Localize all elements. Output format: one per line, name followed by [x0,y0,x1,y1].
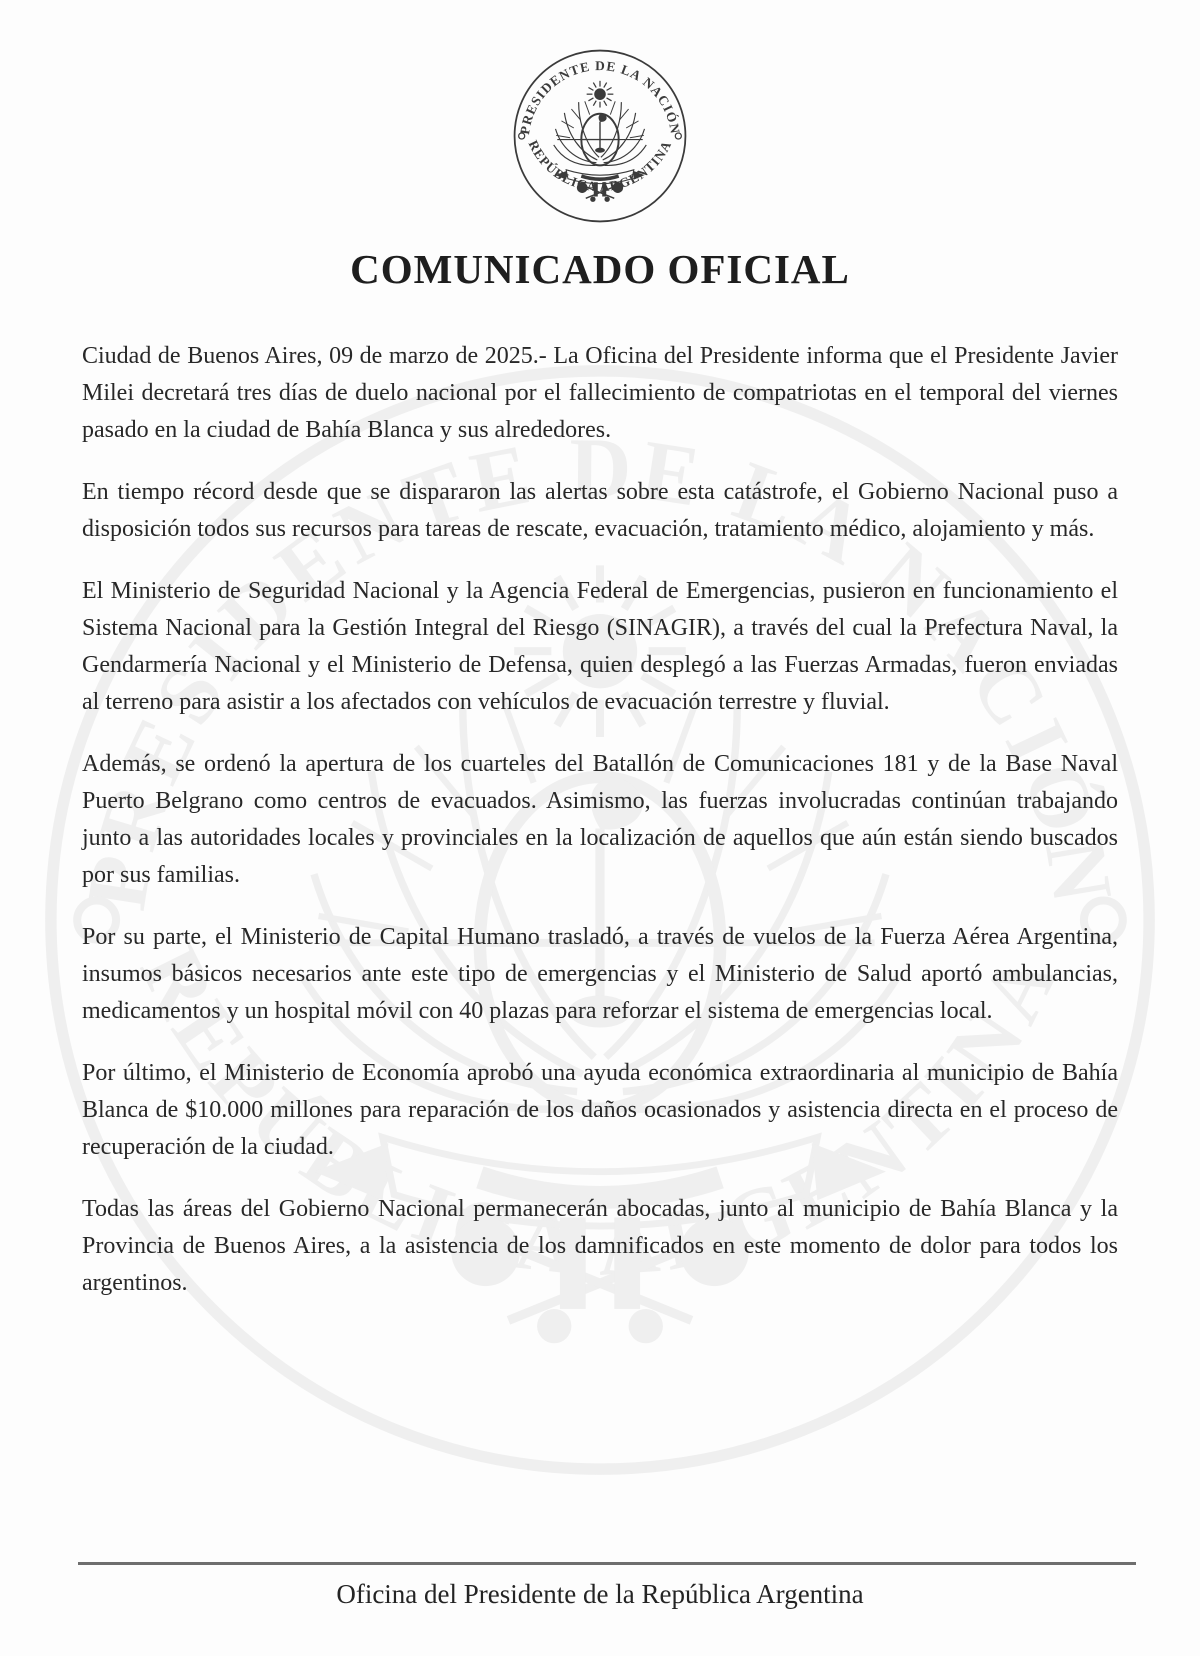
statement-paragraph-4: Además, se ordenó la apertura de los cuarteles del Batallón de Comunicaciones 181 y de la Base Naval Puerto Belgrano como centros de evacuados. Asimismo, las fuerzas involucradas continúan trabajando junto a las autoridades locales y provinciales en la localización de aquellos que aún están siendo buscados por sus familias. [82,751,1118,888]
statement-paragraph-5: Por su parte, el Ministerio de Capital Humano trasladó, a través de vuelos de la Fuerza Aérea Argentina, insumos básicos necesarios ante este tipo de emergencias y el Ministerio de Salud aportó ambulancias, medicamentos y un hospital móvil con 40 plazas para reforzar el sistema de emergencias local. [82,924,1118,1024]
footer-divider [78,1562,1136,1565]
statement-body [82,338,1118,1327]
statement-paragraph-3: El Ministerio de Seguridad Nacional y la Agencia Federal de Emergencias, pusieron en funcionamiento el Sistema Nacional para la Gestión Integral del Riesgo (SINAGIR), a través del cual la Prefectura Naval, la Gendarmería Nacional y el Ministerio de Defensa, quien desplegó a las Fuerzas Armadas, fueron enviadas al terreno para asistir a los afectados con vehículos de evacuación terrestre y fluvial. [82,578,1118,715]
footer-signature: Oficina del Presidente de la República Argentina [336,1579,864,1609]
presidential-seal-icon [511,47,689,225]
statement-paragraph-2: En tiempo récord desde que se dispararon las alertas sobre esta catástrofe, el Gobierno Nacional puso a disposición todos sus recursos para tareas de rescate, evacuación, tratamiento médico, alojamiento y más. [82,479,1118,542]
statement-paragraph-1: Ciudad de Buenos Aires, 09 de marzo de 2025.- La Oficina del Presidente informa que el Presidente Javier Milei decretará tres días de duelo nacional por el fallecimiento de compatriotas en el temporal del viernes pasado en la ciudad de Bahía Blanca y sus alrededores. [82,343,1118,443]
statement-paragraph-7: Todas las áreas del Gobierno Nacional permanecerán abocadas, junto al municipio de Bahía Blanca y la Provincia de Buenos Aires, a la asistencia de los damnificados en este momento de dolor para todos los argentinos. [82,1196,1118,1296]
page-title: COMUNICADO OFICIAL [350,246,850,292]
statement-paragraph-6: Por último, el Ministerio de Economía aprobó una ayuda económica extraordinaria al municipio de Bahía Blanca de $10.000 millones para reparación de los daños ocasionados y asistencia directa en el proceso de recuperación de la ciudad. [82,1060,1118,1160]
